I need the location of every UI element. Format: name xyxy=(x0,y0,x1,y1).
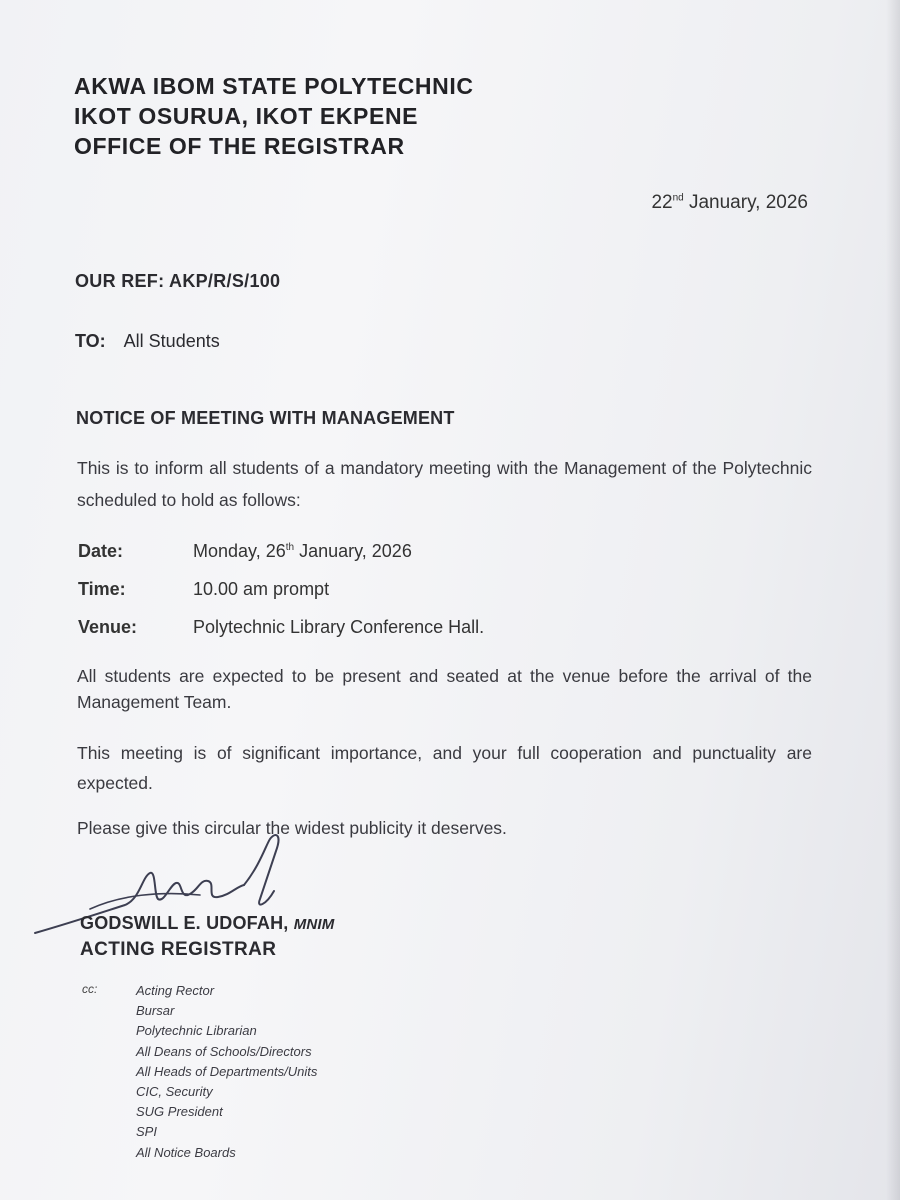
detail-date-day: Monday, 26 xyxy=(193,541,286,561)
detail-date-row xyxy=(78,541,412,562)
detail-time-label: Time: xyxy=(78,579,126,599)
cc-recipient: SUG President xyxy=(136,1104,223,1120)
recipient-value: All Students xyxy=(123,331,220,351)
publicity-paragraph: Please give this circular the widest publicity it deserves. xyxy=(77,818,507,838)
cc-label: cc: xyxy=(82,982,98,996)
cc-recipient: Polytechnic Librarian xyxy=(136,1023,257,1039)
reference-number: OUR REF: AKP/R/S/100 xyxy=(75,271,281,291)
seated-paragraph: All students are expected to be present and seated at the venue before the arrival of the Management Team. xyxy=(77,666,812,712)
intro-paragraph: This is to inform all students of a mandatory meeting with the Management of the Polytechnic scheduled to hold as follows: xyxy=(77,458,812,510)
detail-venue-value: Polytechnic Library Conference Hall. xyxy=(193,617,485,637)
signatory-name-text: GODSWILL E. UDOFAH, xyxy=(80,913,289,933)
cc-recipient: SPI xyxy=(136,1124,157,1140)
cc-recipient: Bursar xyxy=(136,1003,175,1019)
memo-subject: NOTICE OF MEETING WITH MANAGEMENT xyxy=(76,408,455,428)
signatory-postnominal: MNIM xyxy=(293,916,335,933)
memo-date xyxy=(651,192,808,214)
institution-name: AKWA IBOM STATE POLYTECHNIC xyxy=(74,73,474,99)
institution-address: IKOT OSURUA, IKOT EKPENE xyxy=(74,103,419,129)
signatory-title: ACTING REGISTRAR xyxy=(80,939,277,960)
cc-recipient: Acting Rector xyxy=(136,983,215,998)
date-rest: January, 2026 xyxy=(683,192,808,213)
detail-date-suffix: th xyxy=(285,542,295,553)
cc-list xyxy=(136,981,317,1163)
recipient-line xyxy=(75,331,220,352)
detail-venue-label: Venue: xyxy=(78,617,138,637)
cc-recipient: All Deans of Schools/Directors xyxy=(136,1043,312,1059)
recipient-label: TO: xyxy=(75,331,106,351)
date-suffix: nd xyxy=(672,192,684,204)
detail-venue-row xyxy=(78,617,484,638)
paper-edge-shadow xyxy=(886,0,900,1200)
cc-recipient: All Heads of Departments/Units xyxy=(136,1063,318,1079)
detail-time-value: 10.00 am prompt xyxy=(193,579,330,599)
cc-recipient: All Notice Boards xyxy=(136,1144,236,1160)
importance-paragraph: This meeting is of significant importance, and your full cooperation and punctuality are expected. xyxy=(77,743,812,793)
office-name: OFFICE OF THE REGISTRAR xyxy=(74,133,405,159)
detail-date-rest: January, 2026 xyxy=(294,541,412,561)
signatory-name xyxy=(80,913,334,934)
cc-recipient: CIC, Security xyxy=(136,1084,213,1100)
detail-time-row xyxy=(78,579,329,600)
detail-date-label: Date: xyxy=(78,541,124,561)
date-day: 22 xyxy=(651,192,673,213)
